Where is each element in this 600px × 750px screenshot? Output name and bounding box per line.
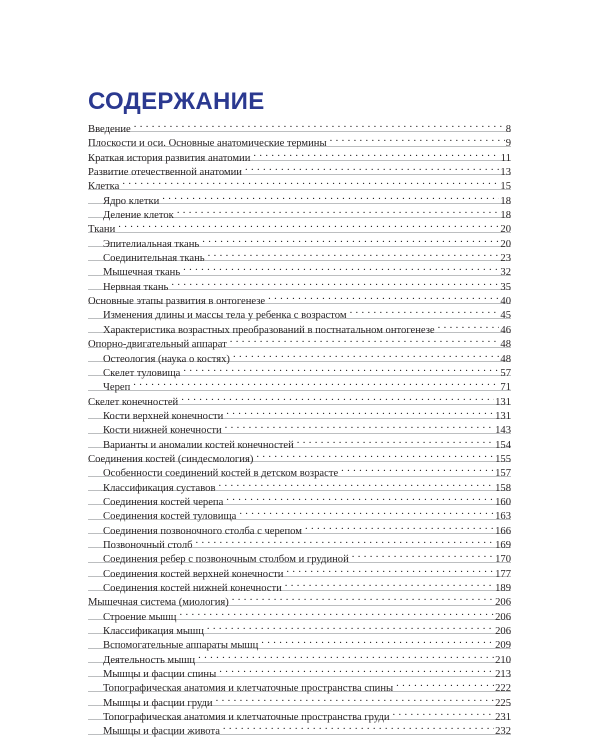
toc-entry-page-number: 131 [495, 410, 511, 422]
dot-leader [175, 204, 500, 218]
dot-leader [179, 391, 494, 405]
toc-entry-title: Деление клеток [103, 210, 174, 222]
toc-entry-page-number: 48 [500, 339, 511, 351]
toc-entry-title: Эпителиальная ткань [103, 238, 200, 250]
toc-entry-title: Соединительная ткань [103, 253, 205, 265]
toc-entry[interactable] [88, 190, 511, 207]
toc-entry-page-number: 15 [500, 181, 511, 193]
dot-leader [217, 663, 494, 677]
toc-entry-page-number: 18 [500, 195, 511, 207]
dot-leader [328, 132, 505, 146]
toc-entry-title: Скелет туловища [103, 367, 181, 379]
dot-leader [181, 362, 499, 376]
toc-entry-title: Кости верхней конечности [103, 410, 224, 422]
toc-entry-title: Позвоночный столб [103, 539, 193, 551]
toc-entry-page-number: 11 [500, 152, 511, 164]
toc-entry-title: Соединения костей черепа [103, 496, 224, 508]
toc-entry-title: Соединения позвоночного столба с черепом [103, 525, 302, 537]
dot-leader [223, 419, 494, 433]
dot-leader [206, 247, 500, 261]
toc-entry[interactable] [88, 391, 511, 408]
toc-entry[interactable] [88, 233, 511, 250]
toc-entry-page-number: 213 [495, 669, 511, 681]
toc-entry-page-number: 206 [495, 626, 511, 638]
toc-entry-title: Топографическая анатомия и клетчаточные пространства спины [103, 683, 394, 695]
toc-entry-page-number: 177 [495, 568, 511, 580]
toc-entry-page-number: 20 [500, 238, 511, 250]
toc-entry-title: Ткани [88, 224, 116, 236]
toc-entry-title: Плоскости и оси. Основные анатомические термины [88, 138, 327, 150]
dot-leader [196, 649, 494, 663]
dot-leader [254, 448, 494, 462]
toc-entry-title: Топографическая анатомия и клетчаточные пространства груди [103, 712, 390, 724]
toc-entry-page-number: 40 [500, 296, 511, 308]
toc-entry[interactable] [88, 376, 511, 394]
toc-entry[interactable] [88, 175, 511, 193]
dot-leader [216, 477, 494, 491]
toc-entry-title: Скелет конечностей [88, 396, 179, 408]
dot-leader [295, 434, 494, 448]
toc-entry-title: Мышечная ткань [103, 267, 181, 279]
toc-entry-title: Классификация мышц [103, 626, 204, 638]
toc-entry-page-number: 163 [495, 511, 511, 523]
toc-entry-page-number: 23 [500, 253, 511, 265]
dot-leader [221, 720, 494, 734]
toc-entry-page-number: 35 [500, 281, 511, 293]
toc-entry-page-number: 189 [495, 583, 511, 594]
dot-leader [251, 147, 499, 161]
toc-entry-page-number: 9 [505, 138, 511, 150]
toc-entry-page-number: 154 [495, 439, 511, 451]
toc-entry-title: Краткая история развития анатомии [88, 152, 251, 164]
toc-entry-page-number: 13 [500, 167, 511, 179]
toc-entry-title: Классификация суставов [103, 482, 216, 494]
toc-entry-page-number: 158 [495, 482, 511, 494]
toc-entry-title: Строение мышц [103, 611, 177, 623]
toc-entry[interactable] [88, 118, 511, 135]
toc-entry-page-number: 170 [495, 554, 511, 566]
toc-entry-title: Клетка [88, 181, 120, 193]
toc-entry-title: Соединения костей (синдесмология) [88, 453, 254, 465]
toc-entry-page-number: 20 [500, 224, 511, 236]
toc-entry-title: Деятельность мышц [103, 654, 196, 666]
dot-leader [120, 175, 499, 189]
toc-entry-page-number: 48 [500, 353, 511, 365]
toc-entry-title: Вспомогательные аппараты мышц [103, 640, 259, 652]
dot-leader [177, 606, 494, 620]
dot-leader [230, 591, 494, 605]
toc-entry-page-number: 222 [495, 683, 511, 695]
toc-entry-title: Введение [88, 124, 131, 135]
toc-entry-page-number: 225 [495, 697, 511, 709]
dot-leader [436, 319, 500, 333]
toc-entry-page-number: 232 [495, 726, 511, 738]
toc-entry-page-number: 57 [500, 367, 511, 379]
toc-entry-page-number: 206 [495, 611, 511, 623]
dot-leader [243, 161, 499, 175]
toc-entry-page-number: 45 [500, 310, 511, 322]
table-of-contents [88, 118, 511, 738]
toc-entry-title: Мышечная система (миология) [88, 597, 229, 609]
toc-entry-title: Соединения костей туловища [103, 511, 237, 523]
toc-entry-page-number: 71 [500, 382, 511, 394]
dot-leader [284, 563, 494, 577]
toc-entry-title: Соединения ребер с позвоночным столбом и грудиной [103, 554, 349, 566]
dot-leader [224, 405, 494, 419]
toc-entry-page-number: 155 [495, 453, 511, 465]
toc-entry-page-number: 166 [495, 525, 511, 537]
toc-entry-title: Характеристика возрастных преобразований в постнатальном онтогенезе [103, 324, 435, 336]
dot-leader [194, 534, 495, 548]
toc-entry-title: Основные этапы развития в онтогенезе [88, 296, 266, 308]
toc-entry-title: Опорно-двигательный аппарат [88, 339, 227, 351]
toc-entry-title: Варианты и аномалии костей конечностей [103, 439, 294, 451]
toc-entry-title: Изменения длины и массы тела у ребенка с возрастом [103, 310, 347, 322]
toc-entry-title: Мышцы и фасции груди [103, 697, 213, 709]
toc-entry-page-number: 169 [495, 539, 511, 551]
dot-leader [350, 548, 494, 562]
dot-leader [391, 706, 495, 720]
dot-leader [181, 261, 499, 275]
toc-entry-page-number: 206 [495, 597, 511, 609]
dot-leader [131, 376, 499, 390]
toc-entry-title: Особенности соединений костей в детском возрасте [103, 468, 339, 480]
toc-entry-title: Развитие отечественной анатомии [88, 167, 242, 179]
toc-entry-title: Мышцы и фасции спины [103, 669, 217, 681]
toc-entry[interactable] [88, 132, 511, 150]
toc-entry-page-number: 209 [495, 640, 511, 652]
dot-leader [283, 577, 494, 591]
toc-entry-title: Мышцы и фасции живота [103, 726, 220, 738]
toc-entry-page-number: 143 [495, 425, 511, 437]
toc-entry-title: Кости нижней конечности [103, 425, 222, 437]
toc-entry-title: Череп [103, 382, 131, 394]
toc-entry-title: Соединения костей нижней конечности [103, 583, 282, 594]
dot-leader [303, 520, 494, 534]
dot-leader [228, 333, 500, 347]
dot-leader [394, 677, 494, 691]
toc-entry-page-number: 18 [500, 210, 511, 222]
dot-leader [205, 620, 494, 634]
dot-leader [266, 290, 499, 304]
dot-leader [231, 348, 499, 362]
dot-leader [132, 118, 505, 132]
dot-leader [224, 491, 494, 505]
dot-leader [200, 233, 499, 247]
toc-entry-page-number: 157 [495, 468, 511, 480]
toc-entry-page-number: 32 [500, 267, 511, 279]
toc-entry-page-number: 8 [505, 124, 511, 135]
dot-leader [339, 462, 494, 476]
toc-entry-page-number: 131 [495, 396, 511, 408]
dot-leader [259, 634, 494, 648]
toc-entry[interactable] [88, 218, 511, 236]
toc-entry-page-number: 46 [500, 324, 511, 336]
toc-entry-page-number: 231 [495, 712, 511, 724]
toc-entry-page-number: 160 [495, 496, 511, 508]
dot-leader [160, 190, 499, 204]
dot-leader [169, 276, 499, 290]
dot-leader [237, 505, 494, 519]
page-title: СОДЕРЖАНИЕ [88, 88, 265, 115]
toc-entry-title: Соединения костей верхней конечности [103, 568, 284, 580]
toc-entry-title: Ядро клетки [103, 195, 160, 207]
toc-entry-title: Остеология (наука о костях) [103, 353, 230, 365]
dot-leader [348, 304, 500, 318]
dot-leader [214, 692, 495, 706]
toc-entry-title: Нервная ткань [103, 281, 169, 293]
toc-entry-page-number: 210 [495, 654, 511, 666]
dot-leader [116, 218, 499, 232]
